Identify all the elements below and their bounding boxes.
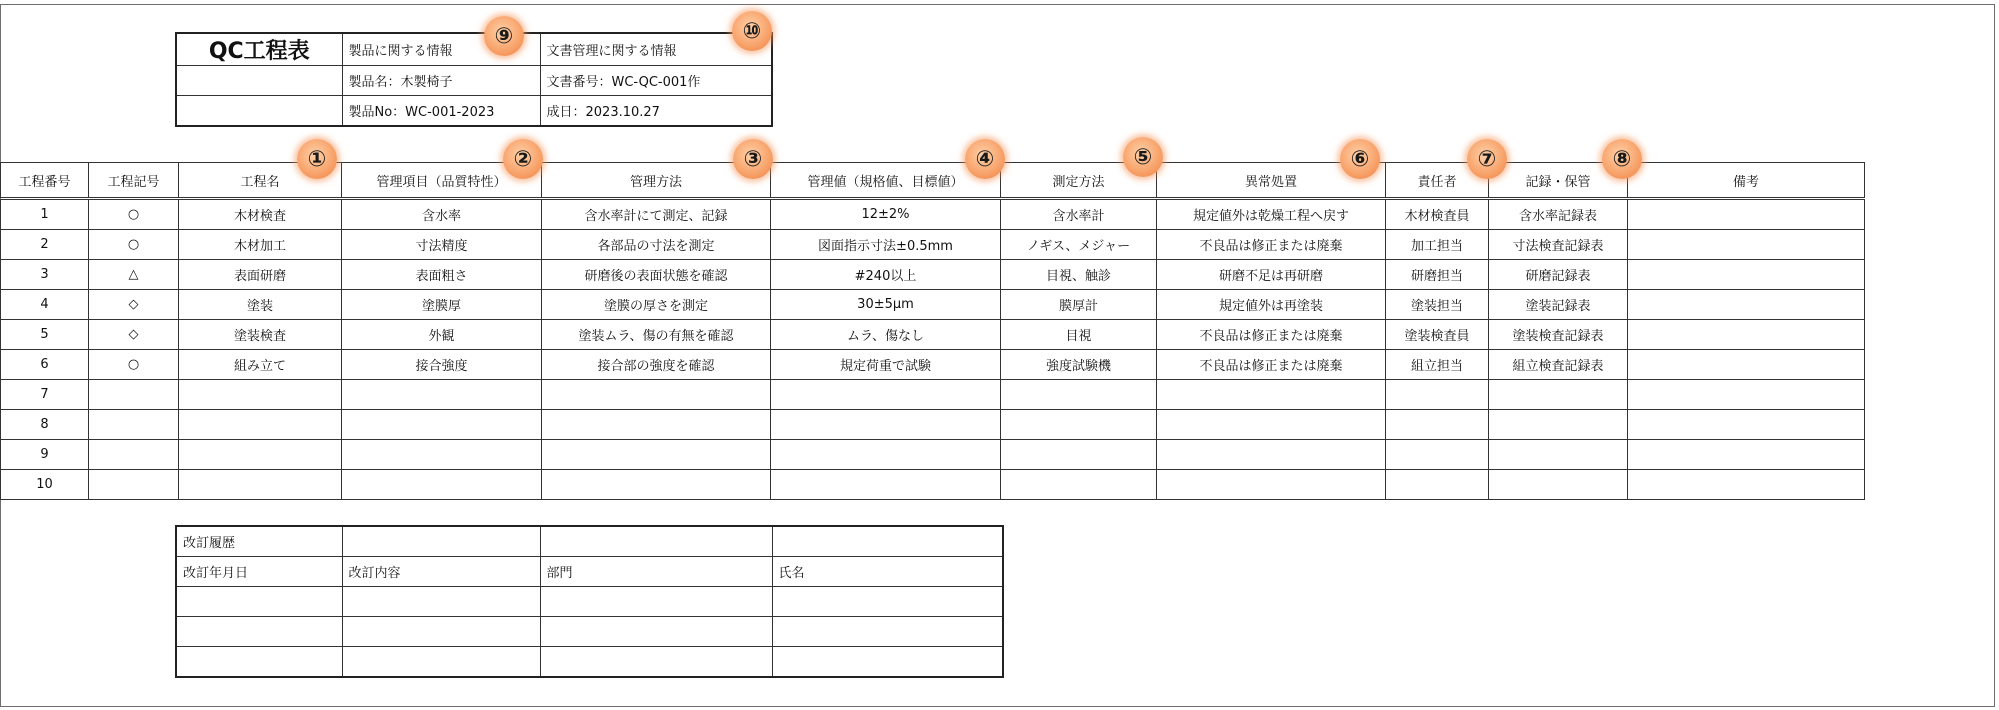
table-cell bbox=[1001, 380, 1157, 410]
table-cell bbox=[1386, 440, 1489, 470]
table-cell bbox=[1157, 470, 1386, 500]
table-cell bbox=[89, 440, 179, 470]
table-cell: 1 bbox=[1, 199, 89, 230]
table-cell: ○ bbox=[89, 230, 179, 260]
doc-info-label: 文書管理に関する情報 bbox=[540, 33, 772, 66]
product-number: 製品No：WC-001-2023 bbox=[342, 96, 540, 127]
table-cell bbox=[1489, 470, 1628, 500]
table-row bbox=[1, 320, 1865, 350]
table-cell: 8 bbox=[1, 410, 89, 440]
column-header: 管理項目（品質特性） bbox=[342, 163, 542, 199]
table-cell: 含水率 bbox=[342, 199, 542, 230]
callout-badge-2: ② bbox=[503, 139, 543, 179]
callout-badge-10: ⑩ bbox=[732, 11, 772, 51]
table-cell bbox=[1628, 410, 1865, 440]
column-header: 備考 bbox=[1628, 163, 1865, 199]
table-cell: ◇ bbox=[89, 290, 179, 320]
table-cell: 不良品は修正または廃棄 bbox=[1157, 230, 1386, 260]
table-cell bbox=[1489, 440, 1628, 470]
table-cell: 塗装検査記録表 bbox=[1489, 320, 1628, 350]
table-cell: 目視 bbox=[1001, 320, 1157, 350]
table-cell: 目視、触診 bbox=[1001, 260, 1157, 290]
table-cell: 研磨担当 bbox=[1386, 260, 1489, 290]
table-cell: #240以上 bbox=[771, 260, 1001, 290]
callout-badge-4: ④ bbox=[965, 139, 1005, 179]
column-header: 異常処置 bbox=[1157, 163, 1386, 199]
callout-badge-9: ⑨ bbox=[484, 16, 524, 56]
table-cell bbox=[1001, 470, 1157, 500]
table-cell: 塗装 bbox=[179, 290, 342, 320]
empty-cell bbox=[176, 66, 342, 96]
table-cell bbox=[1386, 470, 1489, 500]
table-cell: 各部品の寸法を測定 bbox=[542, 230, 771, 260]
table-cell bbox=[1157, 410, 1386, 440]
product-name: 製品名：木製椅子 bbox=[342, 66, 540, 96]
table-cell bbox=[1628, 199, 1865, 230]
table-cell bbox=[342, 410, 542, 440]
revision-row bbox=[176, 587, 1003, 617]
table-cell: ◇ bbox=[89, 320, 179, 350]
table-cell: 規定値外は乾燥工程へ戻す bbox=[1157, 199, 1386, 230]
table-cell bbox=[89, 380, 179, 410]
table-cell bbox=[1628, 230, 1865, 260]
table-row bbox=[1, 410, 1865, 440]
table-cell: 12±2% bbox=[771, 199, 1001, 230]
table-cell bbox=[542, 470, 771, 500]
table-cell: 塗膜の厚さを測定 bbox=[542, 290, 771, 320]
qc-process-table bbox=[0, 162, 1865, 500]
created-date: 成日：2023.10.27 bbox=[540, 96, 772, 127]
revision-column-header: 改訂内容 bbox=[342, 557, 540, 587]
revision-row bbox=[176, 617, 1003, 647]
empty-cell bbox=[342, 526, 540, 557]
table-cell: 木材検査員 bbox=[1386, 199, 1489, 230]
callout-badge-8: ⑧ bbox=[1602, 139, 1642, 179]
table-cell bbox=[1628, 470, 1865, 500]
table-cell: 2 bbox=[1, 230, 89, 260]
table-cell: 不良品は修正または廃棄 bbox=[1157, 350, 1386, 380]
table-cell: 接合部の強度を確認 bbox=[542, 350, 771, 380]
table-cell bbox=[542, 440, 771, 470]
table-cell: ノギス、メジャー bbox=[1001, 230, 1157, 260]
table-cell bbox=[179, 380, 342, 410]
column-header: 工程記号 bbox=[89, 163, 179, 199]
table-cell: 含水率記録表 bbox=[1489, 199, 1628, 230]
table-cell: 含水率計にて測定、記録 bbox=[542, 199, 771, 230]
table-cell bbox=[771, 410, 1001, 440]
table-cell bbox=[1489, 410, 1628, 440]
table-cell bbox=[1001, 410, 1157, 440]
table-cell: 木材加工 bbox=[179, 230, 342, 260]
column-header: 工程番号 bbox=[1, 163, 89, 199]
table-cell bbox=[1628, 380, 1865, 410]
table-cell: 含水率計 bbox=[1001, 199, 1157, 230]
table-row bbox=[1, 440, 1865, 470]
table-cell bbox=[179, 470, 342, 500]
table-cell bbox=[1386, 380, 1489, 410]
table-cell: 5 bbox=[1, 320, 89, 350]
column-header: 記録・保管 bbox=[1489, 163, 1628, 199]
table-cell bbox=[1386, 410, 1489, 440]
callout-badge-7: ⑦ bbox=[1467, 139, 1507, 179]
table-cell bbox=[542, 410, 771, 440]
header-info-table bbox=[175, 32, 773, 127]
table-cell: 6 bbox=[1, 350, 89, 380]
table-cell bbox=[342, 470, 542, 500]
table-row bbox=[1, 230, 1865, 260]
table-cell: 外観 bbox=[342, 320, 542, 350]
table-cell: 表面粗さ bbox=[342, 260, 542, 290]
table-cell bbox=[342, 380, 542, 410]
table-cell: 塗装担当 bbox=[1386, 290, 1489, 320]
table-cell bbox=[1628, 350, 1865, 380]
table-cell: 膜厚計 bbox=[1001, 290, 1157, 320]
table-header-row bbox=[1, 163, 1865, 199]
column-header: 管理値（規格値、目標値） bbox=[771, 163, 1001, 199]
revision-history-table bbox=[175, 525, 1004, 678]
table-cell bbox=[1628, 320, 1865, 350]
table-cell: 組立検査記録表 bbox=[1489, 350, 1628, 380]
table-cell: 7 bbox=[1, 380, 89, 410]
callout-badge-6: ⑥ bbox=[1340, 139, 1380, 179]
table-cell: 強度試験機 bbox=[1001, 350, 1157, 380]
table-cell: 10 bbox=[1, 470, 89, 500]
table-cell bbox=[1001, 440, 1157, 470]
table-cell bbox=[1628, 290, 1865, 320]
revision-title: 改訂履歴 bbox=[176, 526, 342, 557]
table-cell bbox=[89, 470, 179, 500]
table-cell bbox=[89, 410, 179, 440]
table-cell: 4 bbox=[1, 290, 89, 320]
table-cell: 30±5μm bbox=[771, 290, 1001, 320]
callout-badge-3: ③ bbox=[733, 139, 773, 179]
table-row bbox=[1, 380, 1865, 410]
table-cell: 塗装検査員 bbox=[1386, 320, 1489, 350]
table-cell bbox=[1157, 440, 1386, 470]
revision-column-header: 部門 bbox=[540, 557, 772, 587]
table-cell: 不良品は修正または廃棄 bbox=[1157, 320, 1386, 350]
callout-badge-1: ① bbox=[297, 139, 337, 179]
table-cell: 塗装ムラ、傷の有無を確認 bbox=[542, 320, 771, 350]
table-row bbox=[1, 470, 1865, 500]
table-cell: 規定値外は再塗装 bbox=[1157, 290, 1386, 320]
column-header: 工程名 bbox=[179, 163, 342, 199]
table-cell bbox=[1628, 260, 1865, 290]
callout-badge-5: ⑤ bbox=[1123, 137, 1163, 177]
table-cell: 研磨不足は再研磨 bbox=[1157, 260, 1386, 290]
table-row bbox=[1, 290, 1865, 320]
table-cell: 3 bbox=[1, 260, 89, 290]
table-cell: 組み立て bbox=[179, 350, 342, 380]
table-cell: ムラ、傷なし bbox=[771, 320, 1001, 350]
table-row bbox=[1, 260, 1865, 290]
table-cell: ○ bbox=[89, 350, 179, 380]
revision-column-header: 氏名 bbox=[772, 557, 1003, 587]
table-cell: 塗膜厚 bbox=[342, 290, 542, 320]
table-cell: 加工担当 bbox=[1386, 230, 1489, 260]
table-cell bbox=[1628, 440, 1865, 470]
doc-number: 文書番号：WC-QC-001作 bbox=[540, 66, 772, 96]
table-row bbox=[1, 199, 1865, 230]
table-cell: 寸法検査記録表 bbox=[1489, 230, 1628, 260]
table-cell bbox=[771, 380, 1001, 410]
table-cell: ○ bbox=[89, 199, 179, 230]
table-cell: 寸法精度 bbox=[342, 230, 542, 260]
column-header: 測定方法 bbox=[1001, 163, 1157, 199]
table-cell: 表面研磨 bbox=[179, 260, 342, 290]
table-cell: 木材検査 bbox=[179, 199, 342, 230]
column-header: 管理方法 bbox=[542, 163, 771, 199]
table-cell: 9 bbox=[1, 440, 89, 470]
table-row bbox=[1, 350, 1865, 380]
table-cell bbox=[179, 440, 342, 470]
table-cell: 接合強度 bbox=[342, 350, 542, 380]
table-cell bbox=[771, 440, 1001, 470]
empty-cell bbox=[176, 96, 342, 127]
table-cell: 図面指示寸法±0.5mm bbox=[771, 230, 1001, 260]
table-cell: 組立担当 bbox=[1386, 350, 1489, 380]
revision-column-header: 改訂年月日 bbox=[176, 557, 342, 587]
page-title: QC工程表 bbox=[176, 33, 342, 66]
table-cell: 塗装記録表 bbox=[1489, 290, 1628, 320]
empty-cell bbox=[772, 526, 1003, 557]
qc-table-body bbox=[1, 199, 1865, 500]
table-cell bbox=[179, 410, 342, 440]
table-cell bbox=[1489, 380, 1628, 410]
table-cell: 研磨後の表面状態を確認 bbox=[542, 260, 771, 290]
table-cell: 規定荷重で試験 bbox=[771, 350, 1001, 380]
table-cell: △ bbox=[89, 260, 179, 290]
empty-cell bbox=[540, 526, 772, 557]
table-cell bbox=[542, 380, 771, 410]
table-cell bbox=[771, 470, 1001, 500]
product-info-label: 製品に関する情報 bbox=[342, 33, 540, 66]
table-cell: 塗装検査 bbox=[179, 320, 342, 350]
table-cell: 研磨記録表 bbox=[1489, 260, 1628, 290]
table-cell bbox=[342, 440, 542, 470]
column-header: 責任者 bbox=[1386, 163, 1489, 199]
table-cell bbox=[1157, 380, 1386, 410]
revision-row bbox=[176, 647, 1003, 678]
